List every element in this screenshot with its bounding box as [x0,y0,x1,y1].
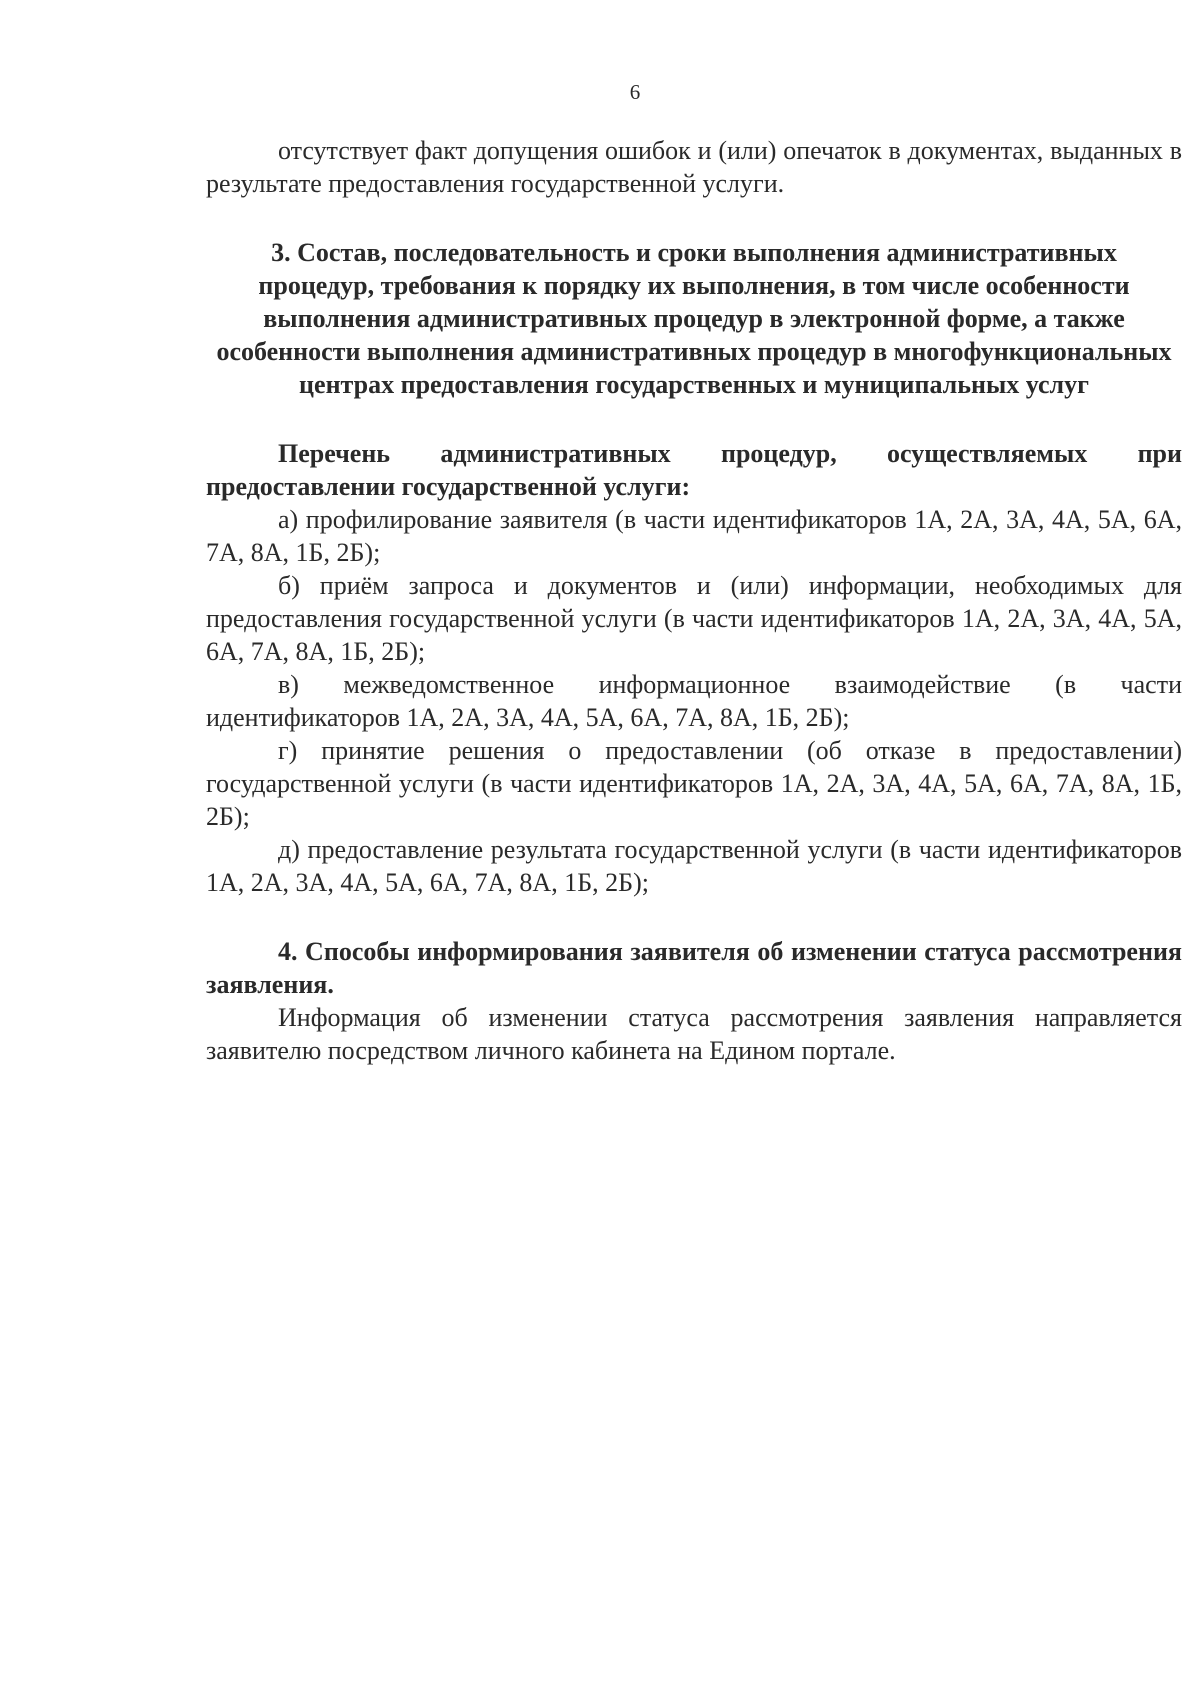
intro-paragraph: отсутствует факт допущения ошибок и (или) опечаток в документах, выданных в результате предоставления государственной услуги. [206,136,1182,198]
page-number: 6 [629,80,641,104]
page-content [206,134,1182,1067]
procedures-list [206,503,1182,899]
list-item: г) принятие решения о предоставлении (об отказе в предоставлении) государственной услуги (в части идентификаторов 1А, 2А, 3А, 4А, 5А, 6А, 7А, 8А, 1Б, 2Б); [206,736,1182,831]
list-item: в) межведомственное информационное взаимодействие (в части идентификаторов 1А, 2А, 3А, 4А, 5А, 6А, 7А, 8А, 1Б, 2Б); [206,670,1182,732]
list-item: д) предоставление результата государственной услуги (в части идентификаторов 1А, 2А, 3А, 4А, 5А, 6А, 7А, 8А, 1Б, 2Б); [206,835,1182,897]
section-4-body: Информация об изменении статуса рассмотрения заявления направляется заявителю посредством личного кабинета на Едином портале. [206,1003,1182,1065]
section-3-heading: 3. Состав, последовательность и сроки выполнения административных процедур, требования к порядку их выполнения, в том числе особенности выполнения административных процедур в электронной форме, а также особенности выполнения административных процедур в многофункциональных центрах предоставления государственных и муниципальных услуг [216,238,1172,399]
procedures-list-heading: Перечень административных процедур, осуществляемых при предоставлении государственной услуги: [206,439,1182,501]
list-item: б) приём запроса и документов и (или) информации, необходимых для предоставления государственной услуги (в части идентификаторов 1А, 2А, 3А, 4А, 5А, 6А, 7А, 8А, 1Б, 2Б); [206,571,1182,666]
list-item: а) профилирование заявителя (в части идентификаторов 1А, 2А, 3А, 4А, 5А, 6А, 7А, 8А, 1Б, 2Б); [206,505,1182,567]
section-4-heading: 4. Способы информирования заявителя об изменении статуса рассмотрения заявления. [206,937,1182,999]
